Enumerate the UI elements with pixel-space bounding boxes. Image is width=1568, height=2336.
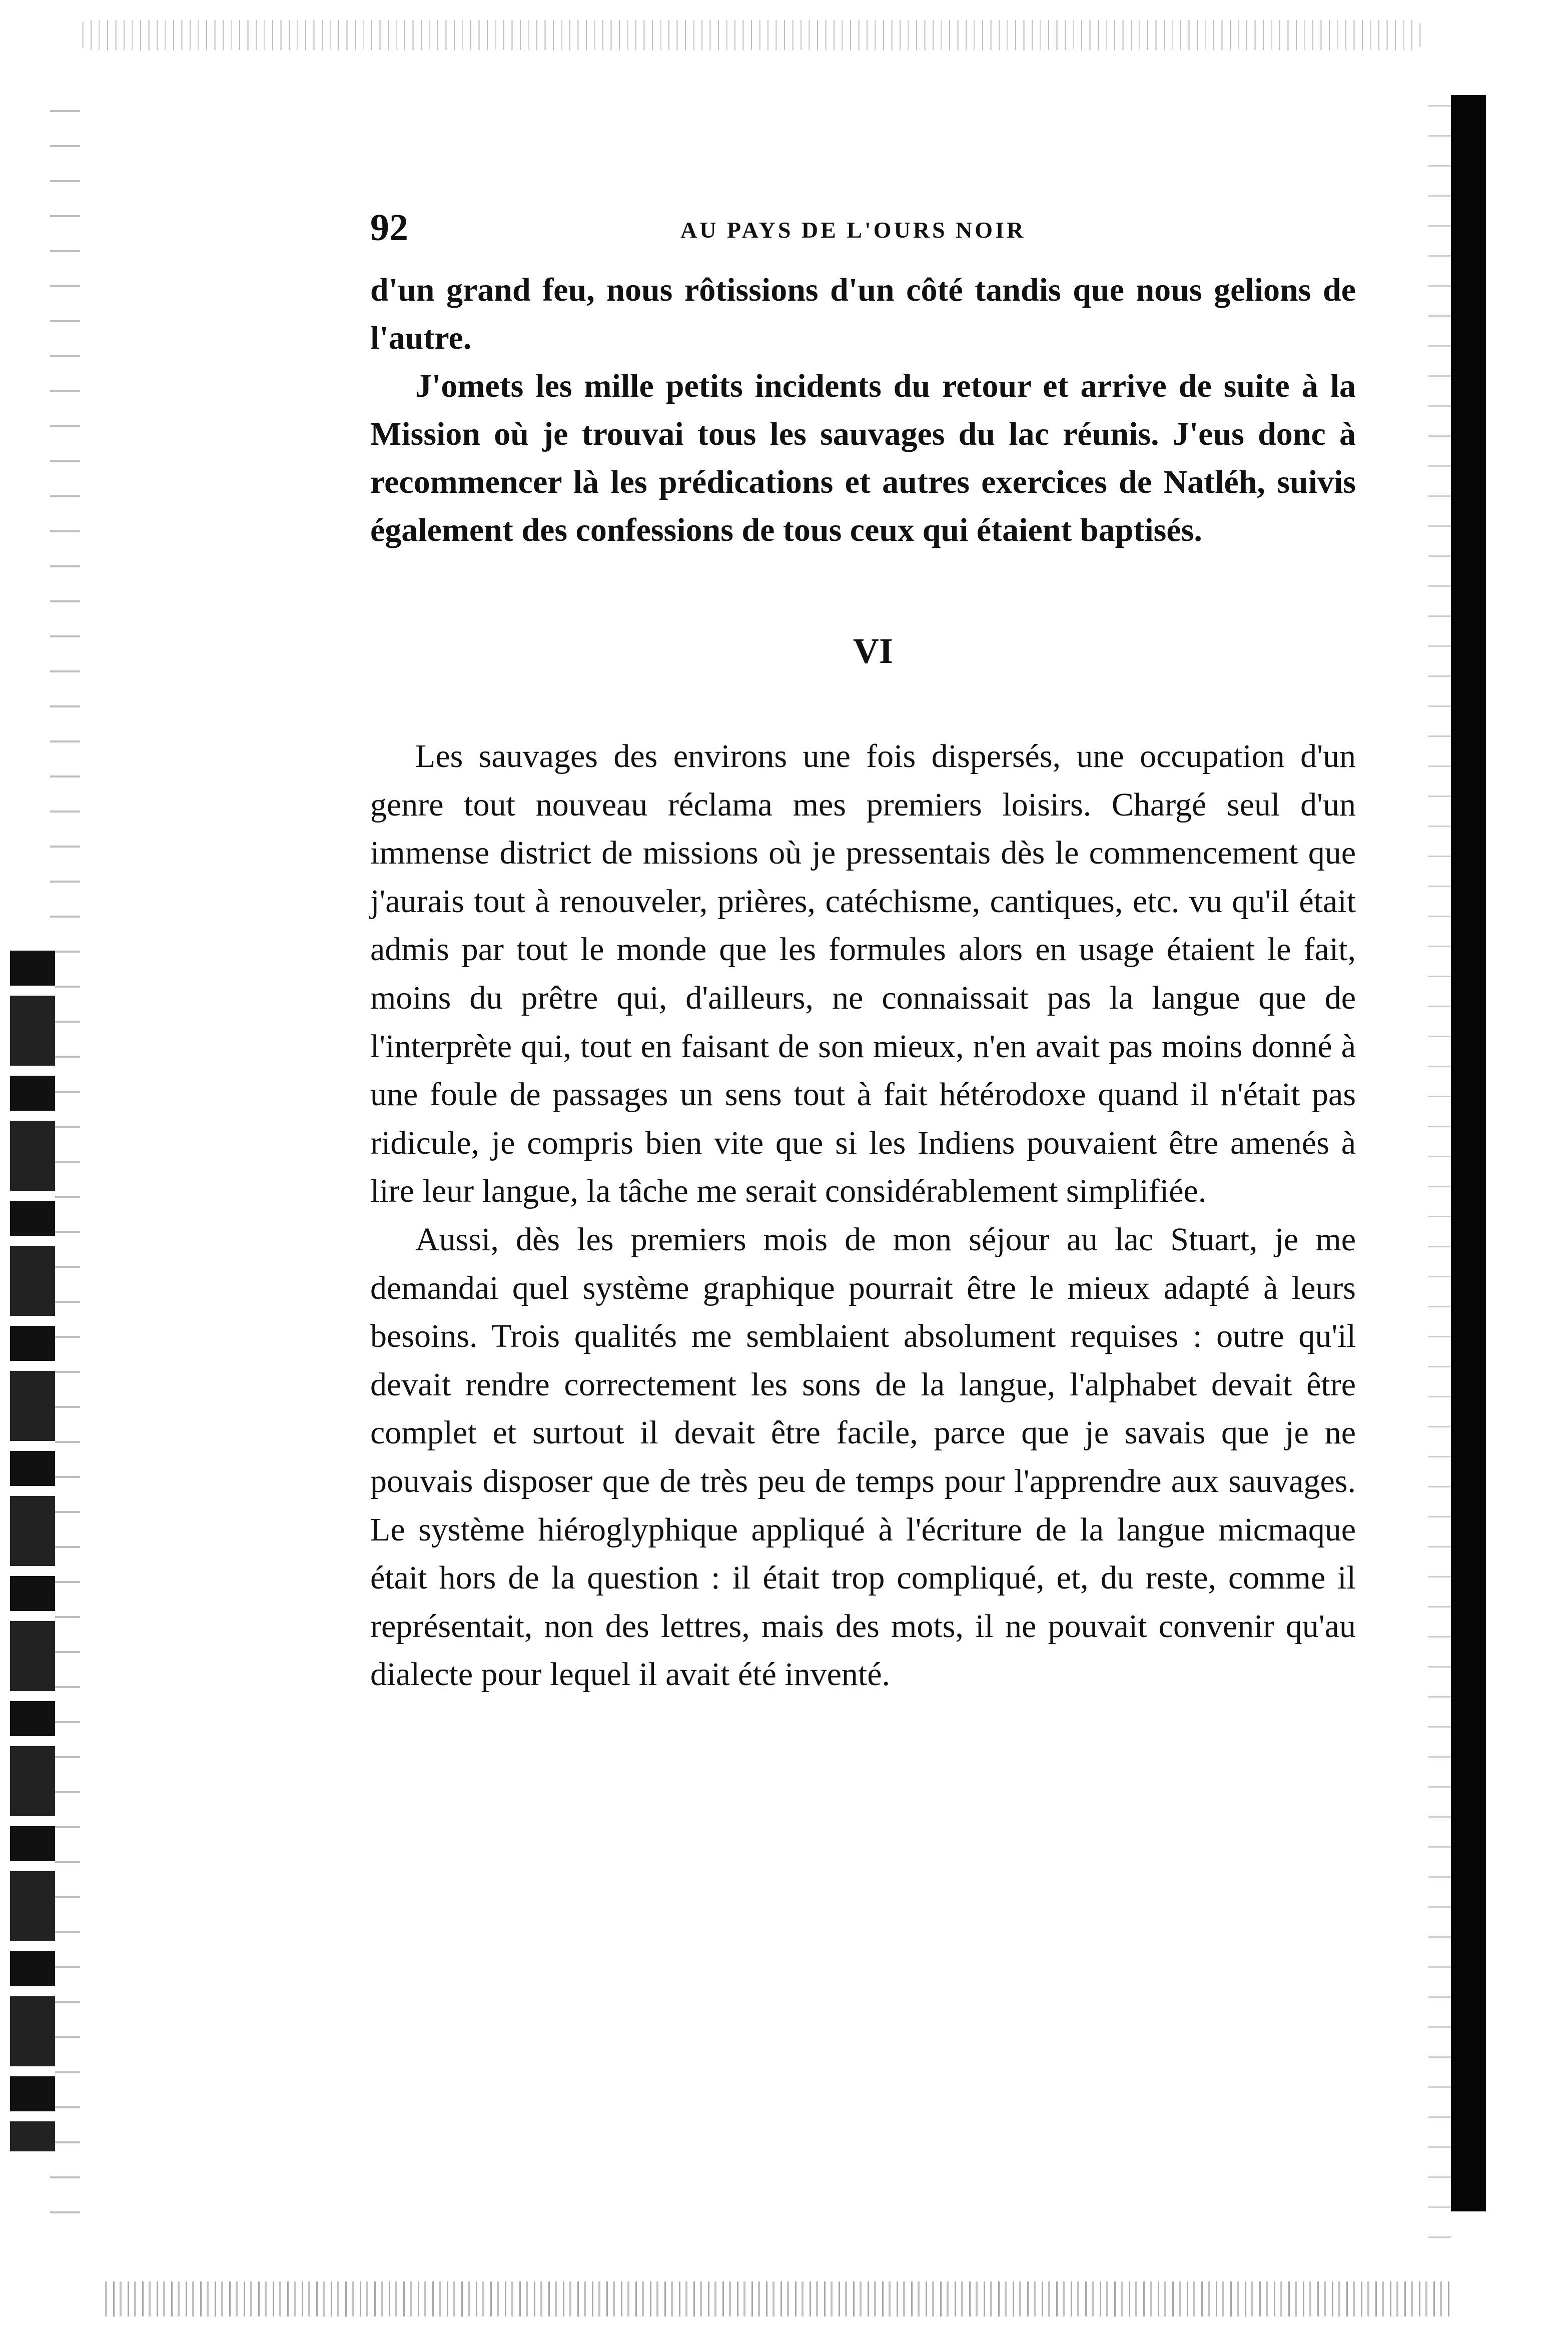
scan-dark-margin	[1451, 95, 1486, 2211]
paragraph: Aussi, dès les premiers mois de mon séjour au lac Stuart, je me demandai quel système graphique pourrait être le mieux adapté à leurs besoins. Trois qualités me semblaient absolument requises : outre qu'il devait rendre correctement les sons de la langue, l'alphabet devait être complet et surtout il devait être facile, parce que je savais que je ne pouvais disposer que de très peu de temps pour l'apprendre aux sauvages. Le système hiéroglyphique appliqué à l'écriture de la langue micmaque était hors de la question : il était trop compliqué, et, du reste, comme il représentait, non des lettres, mais des mots, il ne pouvait convenir qu'au dialecte pour lequel il avait été inventé.	[370, 1221, 1356, 1693]
page-body	[370, 266, 1356, 1699]
running-head: AU PAYS DE L'OURS NOIR	[680, 217, 1026, 243]
section-heading: VI	[853, 631, 893, 671]
page-number: 92	[370, 207, 408, 249]
paragraph: Les sauvages des environs une fois dispersés, une occupation d'un genre tout nouveau réclama mes premiers loisirs. Chargé seul d'un immense district de missions où je pressentais dès le commencement que j'aurais tout à renouveler, prières, catéchisme, cantiques, etc. vu qu'il était admis par tout le monde que les formules alors en usage étaient le fait, moins du prêtre qui, d'ailleurs, ne connaissait pas la langue que de l'interprète qui, tout en faisant de son mieux, n'en avait pas moins donné à une foule de passages un sens tout à fait hétérodoxe quand il n'était pas ridicule, je compris bien vite que si les Indiens pouvaient être amenés à lire leur langue, la tâche me serait considérablement simplifiée.	[370, 738, 1356, 1210]
scan-binding-edge	[10, 951, 55, 2151]
paragraph: J'omets les mille petits incidents du retour et arrive de suite à la Mission où je trouvai tous les sauvages du lac réunis. J'eus donc à recommencer là les prédications et autres exercices de Natléh, suivis également des confessions de tous ceux qui étaient baptisés.	[370, 368, 1356, 548]
scan-noise-bottom	[100, 2281, 1451, 2316]
section-body	[370, 732, 1356, 1699]
page-header	[370, 200, 1356, 255]
scan-noise-right	[1428, 90, 1451, 2241]
scan-noise-top	[75, 20, 1426, 50]
paragraph-continued: d'un grand feu, nous rôtissions d'un côté tandis que nous gelions de l'autre.	[370, 272, 1356, 356]
